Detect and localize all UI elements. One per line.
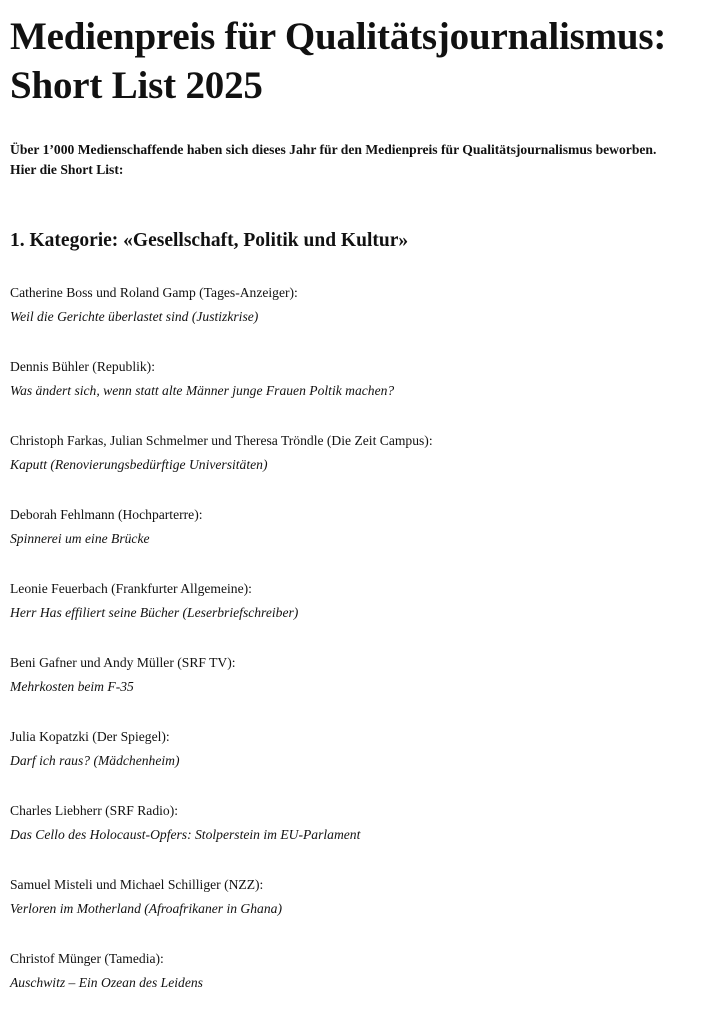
entry-title: Das Cello des Holocaust-Opfers: Stolperstein im EU-Parlament	[10, 827, 361, 842]
page-title	[10, 12, 705, 110]
page-title-line-2: Short List 2025	[10, 64, 263, 107]
shortlist-entry	[10, 725, 705, 799]
shortlist-entry	[10, 355, 705, 429]
entry-author: Christoph Farkas, Julian Schmelmer und Theresa Tröndle (Die Zeit Campus):	[10, 433, 433, 448]
entry-title: Verloren im Motherland (Afroafrikaner in Ghana)	[10, 901, 282, 916]
entry-author: Samuel Misteli und Michael Schilliger (NZZ):	[10, 877, 264, 892]
entry-title: Spinnerei um eine Brücke	[10, 531, 150, 546]
entry-author: Julia Kopatzki (Der Spiegel):	[10, 729, 170, 744]
shortlist-entry	[10, 873, 705, 947]
shortlist-entry	[10, 503, 705, 577]
shortlist-entry	[10, 577, 705, 651]
shortlist-entry	[10, 651, 705, 725]
shortlist-entries	[10, 281, 705, 1021]
entry-author: Leonie Feuerbach (Frankfurter Allgemeine):	[10, 581, 252, 596]
entry-title: Weil die Gerichte überlastet sind (Justizkrise)	[10, 309, 259, 324]
category-heading: 1. Kategorie: «Gesellschaft, Politik und Kultur»	[10, 230, 409, 251]
entry-title: Was ändert sich, wenn statt alte Männer junge Frauen Poltik machen?	[10, 383, 395, 398]
entry-title: Herr Has effiliert seine Bücher (Leserbriefschreiber)	[10, 605, 299, 620]
page-title-line-1: Medienpreis für Qualitätsjournalismus:	[10, 15, 667, 58]
entry-author: Christof Münger (Tamedia):	[10, 951, 164, 966]
shortlist-entry	[10, 799, 705, 873]
entry-author: Beni Gafner und Andy Müller (SRF TV):	[10, 655, 236, 670]
entry-title: Auschwitz – Ein Ozean des Leidens	[10, 975, 203, 990]
entry-author: Dennis Bühler (Republik):	[10, 359, 155, 374]
shortlist-entry	[10, 947, 705, 1021]
shortlist-entry	[10, 429, 705, 503]
intro-line-2: Hier die Short List:	[10, 162, 124, 177]
intro-line-1: Über 1’000 Medienschaffende haben sich dieses Jahr für den Medienpreis für Qualitätsjournalismus beworben.	[10, 142, 657, 157]
entry-author: Charles Liebherr (SRF Radio):	[10, 803, 179, 818]
shortlist-entry	[10, 281, 705, 355]
entry-title: Darf ich raus? (Mädchenheim)	[10, 753, 180, 768]
intro-paragraph	[10, 140, 705, 180]
entry-author: Catherine Boss und Roland Gamp (Tages-Anzeiger):	[10, 285, 298, 300]
entry-title: Mehrkosten beim F-35	[10, 679, 134, 694]
entry-title: Kaputt (Renovierungsbedürftige Universitäten)	[10, 457, 268, 472]
entry-author: Deborah Fehlmann (Hochparterre):	[10, 507, 203, 522]
